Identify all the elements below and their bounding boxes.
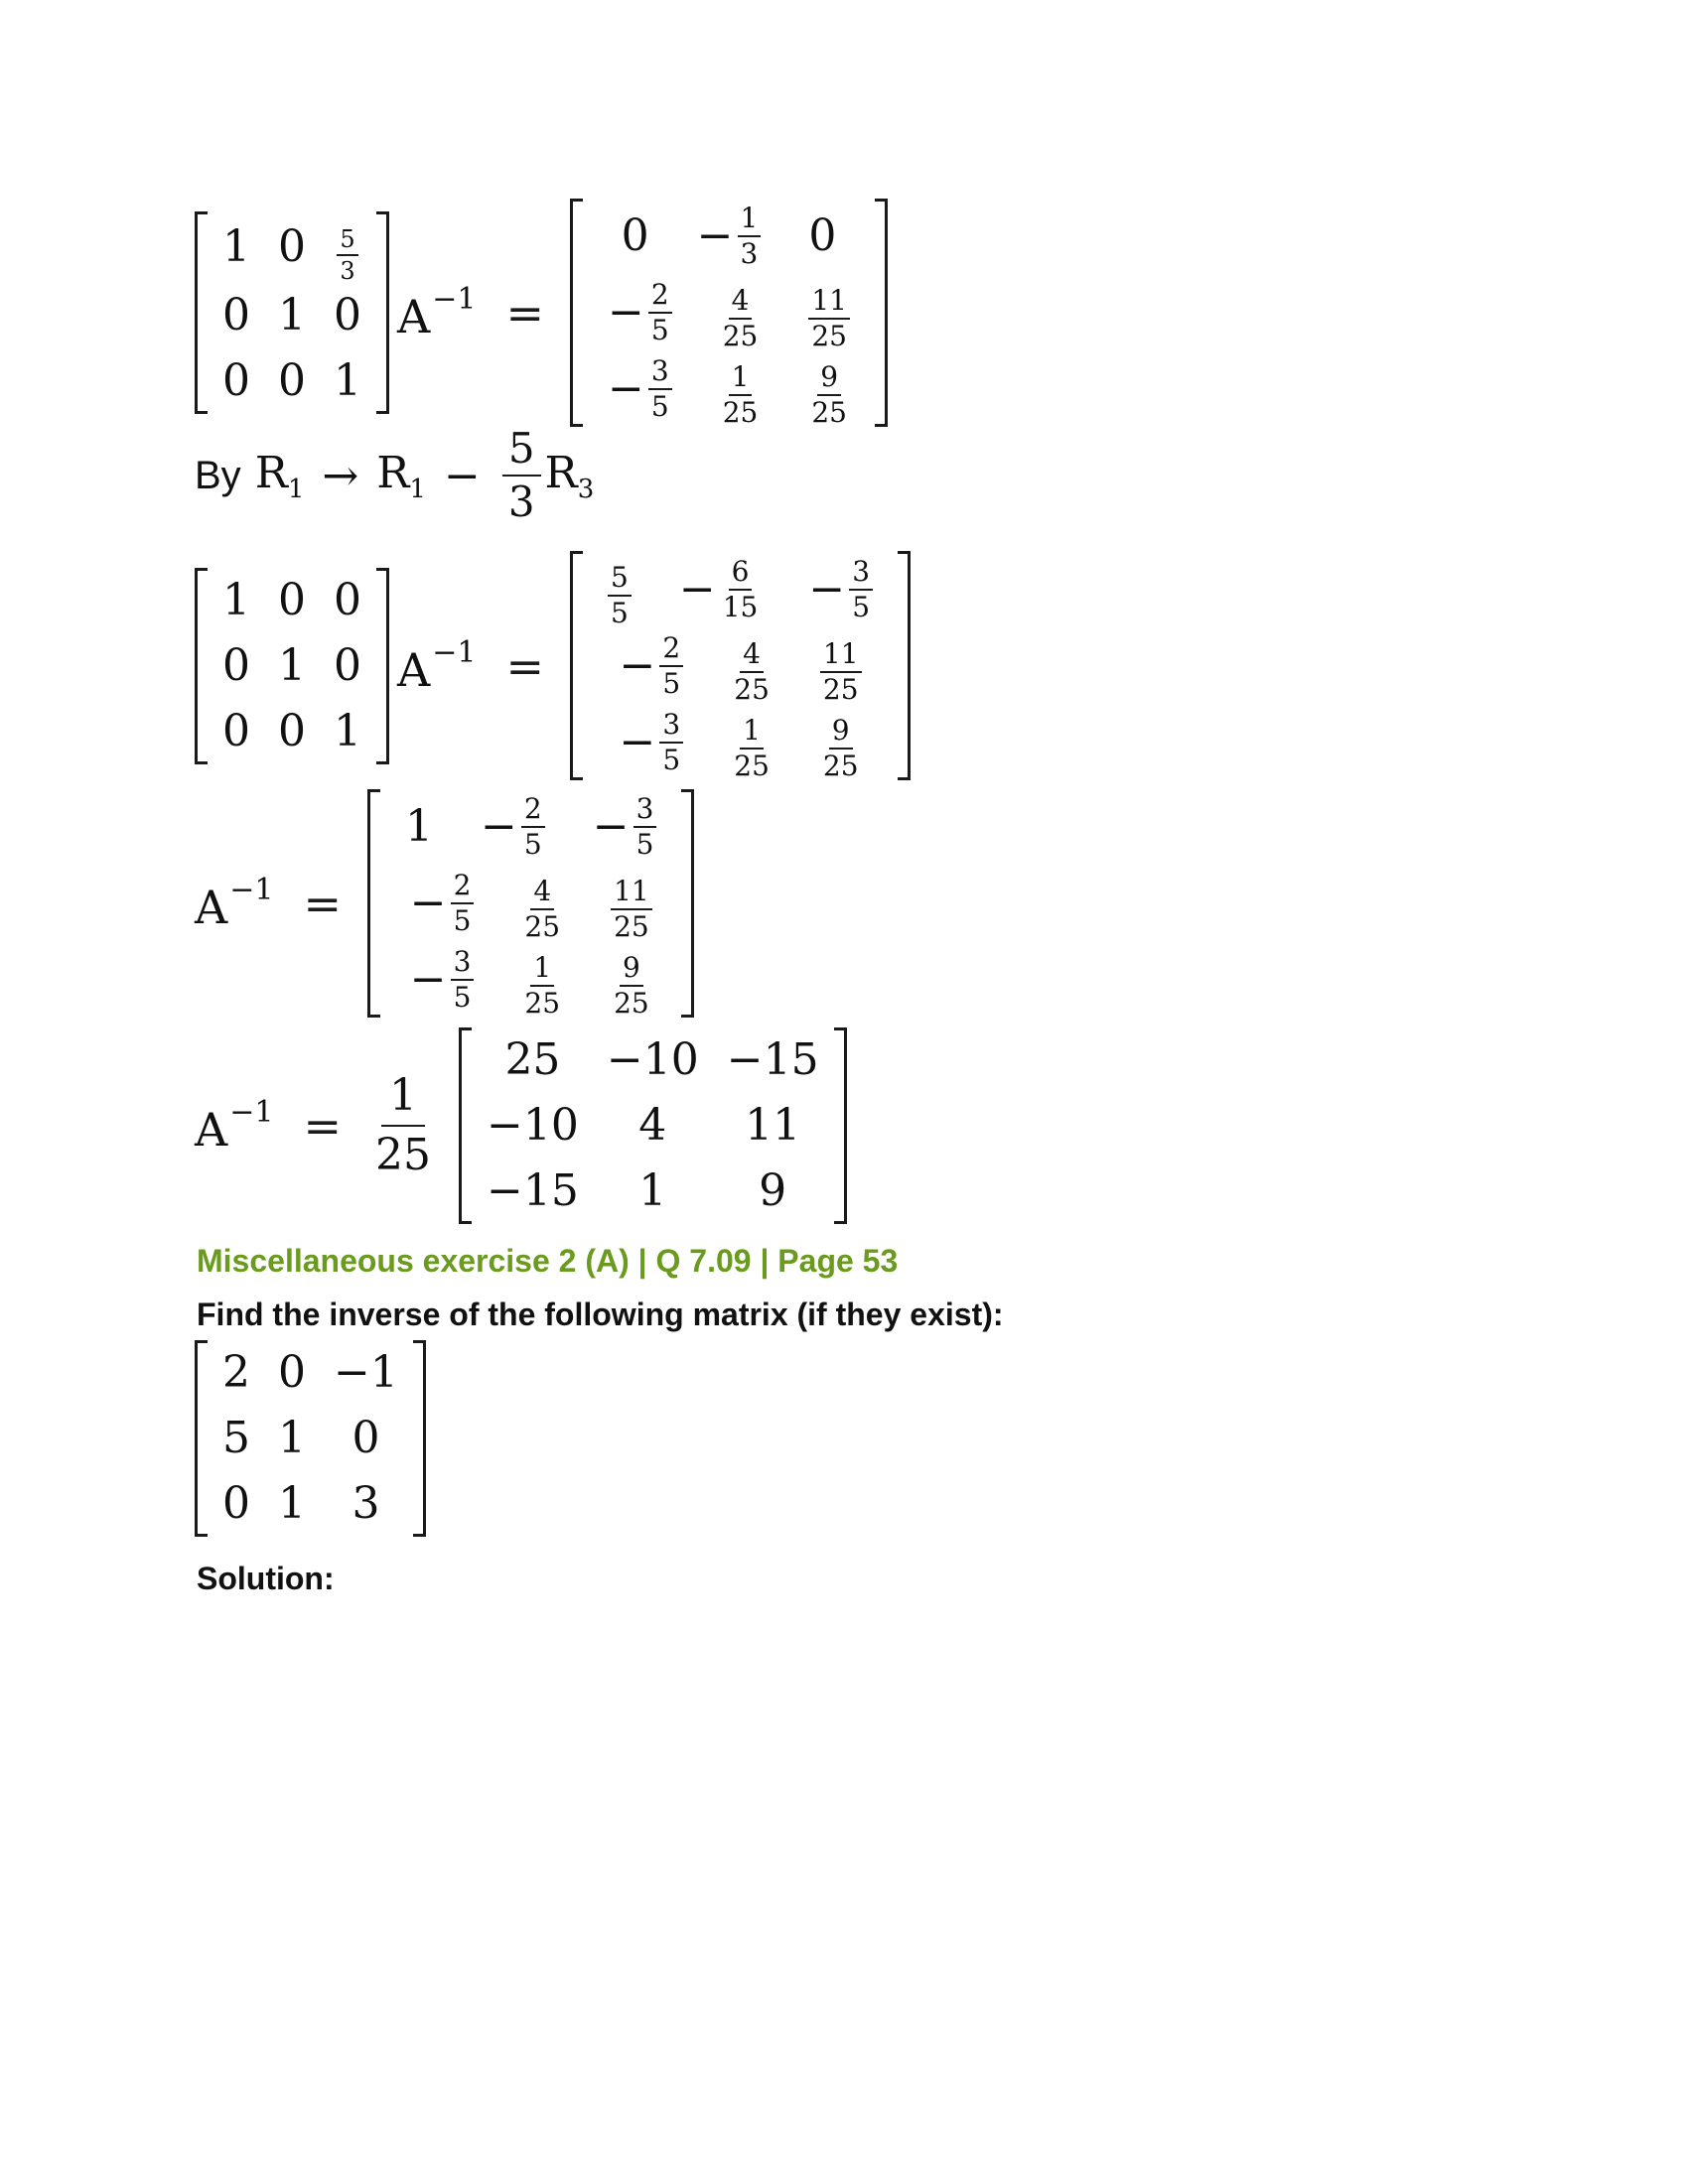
matrix-cell: $\frac{1}{25}$ [524, 951, 561, 1020]
solution-label: Solution: [197, 1561, 335, 1596]
matrix-row [596, 704, 886, 780]
rhs-matrix-step-2 [570, 551, 911, 780]
matrix-row [209, 1340, 412, 1406]
matrix-cell: $\frac{4}{25}$ [524, 875, 561, 943]
matrix-cell: 1 [278, 290, 306, 341]
matrix-cell: 0 [222, 290, 250, 341]
equation-step-2 [195, 551, 911, 780]
matrix-row [584, 350, 874, 427]
matrix-cell: − $\frac{2}{5}$ [457, 789, 569, 865]
question-text: Find the inverse of the following matrix (if they exist): [197, 1297, 1004, 1332]
matrix-row [473, 1159, 833, 1224]
matrix-cell: −10 [487, 1100, 579, 1151]
rhs-matrix-step-1 [570, 199, 888, 427]
equals-sign: = [303, 1099, 343, 1153]
question-matrix-block [195, 1340, 426, 1541]
matrix-cell: 0 [621, 210, 649, 261]
matrix-cell: 0 [222, 1478, 250, 1529]
matrix-table [473, 1027, 833, 1224]
equation-step-1 [195, 199, 888, 427]
matrix-cell: $\frac{9}{25}$ [614, 951, 649, 1020]
matrix-cell: $\frac{11}{25}$ [587, 865, 676, 941]
matrix-cell: − $\frac{3}{5}$ [569, 789, 681, 865]
matrix-row [473, 1093, 833, 1159]
matrix-table [209, 568, 375, 764]
matrix-cell: 0 [334, 574, 361, 625]
matrix-cell: 0 [352, 1413, 380, 1463]
matrix-cell: − $\frac{3}{5}$ [386, 941, 498, 1018]
minus-symbol: − [443, 450, 481, 501]
matrix-row [209, 283, 375, 348]
by-label: By [195, 453, 241, 497]
matrix-cell: −10 [606, 1034, 699, 1085]
matrix-cell: 1 [334, 355, 361, 406]
matrix-cell: $\frac{11}{25}$ [784, 274, 874, 350]
matrix-cell: 1 [334, 705, 361, 756]
matrix-table [209, 1340, 412, 1537]
matrix-cell: −15 [726, 1034, 819, 1085]
row-operation [195, 424, 595, 527]
matrix-table [209, 211, 375, 414]
matrix-cell: $\frac{4}{25}$ [722, 284, 759, 352]
scalar-fraction: $\frac{1}{25}$ [375, 1069, 432, 1180]
matrix-row [596, 627, 886, 704]
matrix-cell: 1 [278, 1478, 306, 1529]
matrix-row [209, 211, 375, 283]
matrix-cell: $\frac{4}{25}$ [734, 637, 770, 706]
rhs-matrix-step-4 [459, 1027, 847, 1224]
equals-sign: = [505, 286, 545, 340]
matrix-cell: 2 [222, 1347, 250, 1398]
matrix-cell: 0 [278, 1347, 306, 1398]
matrix-cell: − $\frac{2}{5}$ [596, 627, 708, 704]
matrix-row [381, 789, 680, 865]
matrix-row [584, 551, 897, 627]
a-inverse-symbol: $A^{-1}$ [397, 634, 477, 697]
matrix-cell: 0 [278, 574, 306, 625]
matrix-cell: 9 [759, 1165, 787, 1216]
matrix-table [381, 789, 680, 1018]
matrix-cell: 0 [278, 221, 306, 272]
equation-step-3 [195, 789, 694, 1018]
matrix-cell: $\frac{9}{25}$ [811, 360, 847, 429]
matrix-cell: $\frac{9}{25}$ [822, 714, 859, 782]
a-inverse-symbol: $A^{-1}$ [397, 282, 477, 343]
matrix-row [209, 699, 375, 764]
matrix-cell: 1 [278, 1413, 306, 1463]
matrix-cell: −15 [487, 1165, 579, 1216]
equals-sign: = [303, 877, 343, 930]
matrix-cell: 4 [638, 1100, 667, 1151]
rhs-matrix-step-3 [367, 789, 694, 1018]
matrix-cell: 0 [222, 639, 250, 691]
matrix-cell: $\frac{1}{25}$ [734, 714, 770, 782]
matrix-row [209, 1471, 412, 1537]
row-r1: $R_1$ [254, 447, 305, 504]
matrix-cell: 25 [504, 1034, 561, 1085]
matrix-row [598, 199, 861, 274]
matrix-cell: 1 [278, 639, 306, 691]
matrix-cell: $\frac{5}{3}$ [320, 211, 375, 283]
matrix-cell: − $\frac{2}{5}$ [584, 274, 696, 350]
matrix-row [209, 1406, 412, 1471]
matrix-cell: 1 [405, 801, 434, 852]
equation-step-4 [195, 1027, 847, 1224]
matrix-row [209, 633, 375, 699]
matrix-cell: − $\frac{1}{3}$ [673, 199, 785, 274]
lhs-matrix-step-2 [195, 568, 389, 764]
lhs-matrix-step-1 [195, 211, 389, 414]
equals-sign: = [505, 638, 545, 693]
a-inverse-symbol: $A^{-1}$ [195, 873, 274, 934]
matrix-cell: 1 [222, 221, 250, 272]
matrix-row [209, 348, 375, 414]
matrix-cell: 0 [222, 705, 250, 756]
matrix-cell: − $\frac{3}{5}$ [784, 551, 897, 627]
matrix-cell: 0 [334, 639, 361, 691]
matrix-cell: 1 [638, 1165, 667, 1216]
matrix-cell: $\frac{1}{25}$ [722, 360, 759, 429]
matrix-cell: −1 [334, 1347, 398, 1398]
matrix-cell: 0 [278, 705, 306, 756]
matrix-cell: 0 [278, 355, 306, 406]
matrix-cell: − $\frac{3}{5}$ [596, 704, 708, 780]
matrix-cell: 1 [222, 574, 250, 625]
matrix-cell: 3 [352, 1478, 380, 1529]
matrix-row [473, 1027, 833, 1093]
question-matrix [195, 1340, 426, 1537]
matrix-cell: 0 [334, 290, 361, 341]
matrix-table [584, 199, 874, 427]
matrix-cell: 5 [222, 1413, 250, 1463]
matrix-row [386, 865, 676, 941]
a-inverse-symbol: $A^{-1}$ [195, 1095, 274, 1157]
matrix-cell: 0 [222, 355, 250, 406]
matrix-cell: − $\frac{2}{5}$ [386, 865, 498, 941]
exercise-heading[interactable]: Miscellaneous exercise 2 (A) | Q 7.09 | Page 53 [197, 1243, 899, 1279]
matrix-row [386, 941, 676, 1018]
operation-fraction: $\frac{5}{3}$ [502, 427, 541, 524]
matrix-cell: − $\frac{3}{5}$ [584, 350, 696, 427]
matrix-cell: $\frac{5}{5}$ [584, 551, 655, 627]
matrix-cell: $\frac{11}{25}$ [796, 627, 886, 704]
matrix-cell: 0 [808, 210, 837, 261]
matrix-row [209, 568, 375, 633]
matrix-row [584, 274, 874, 350]
matrix-cell: 11 [745, 1100, 801, 1151]
arrow-symbol: → [322, 450, 359, 501]
row-r3: $R_3$ [544, 447, 595, 504]
matrix-table [584, 551, 897, 780]
row-r1-target: $R_1$ [376, 447, 426, 504]
matrix-cell: − $\frac{6}{15}$ [678, 554, 759, 623]
